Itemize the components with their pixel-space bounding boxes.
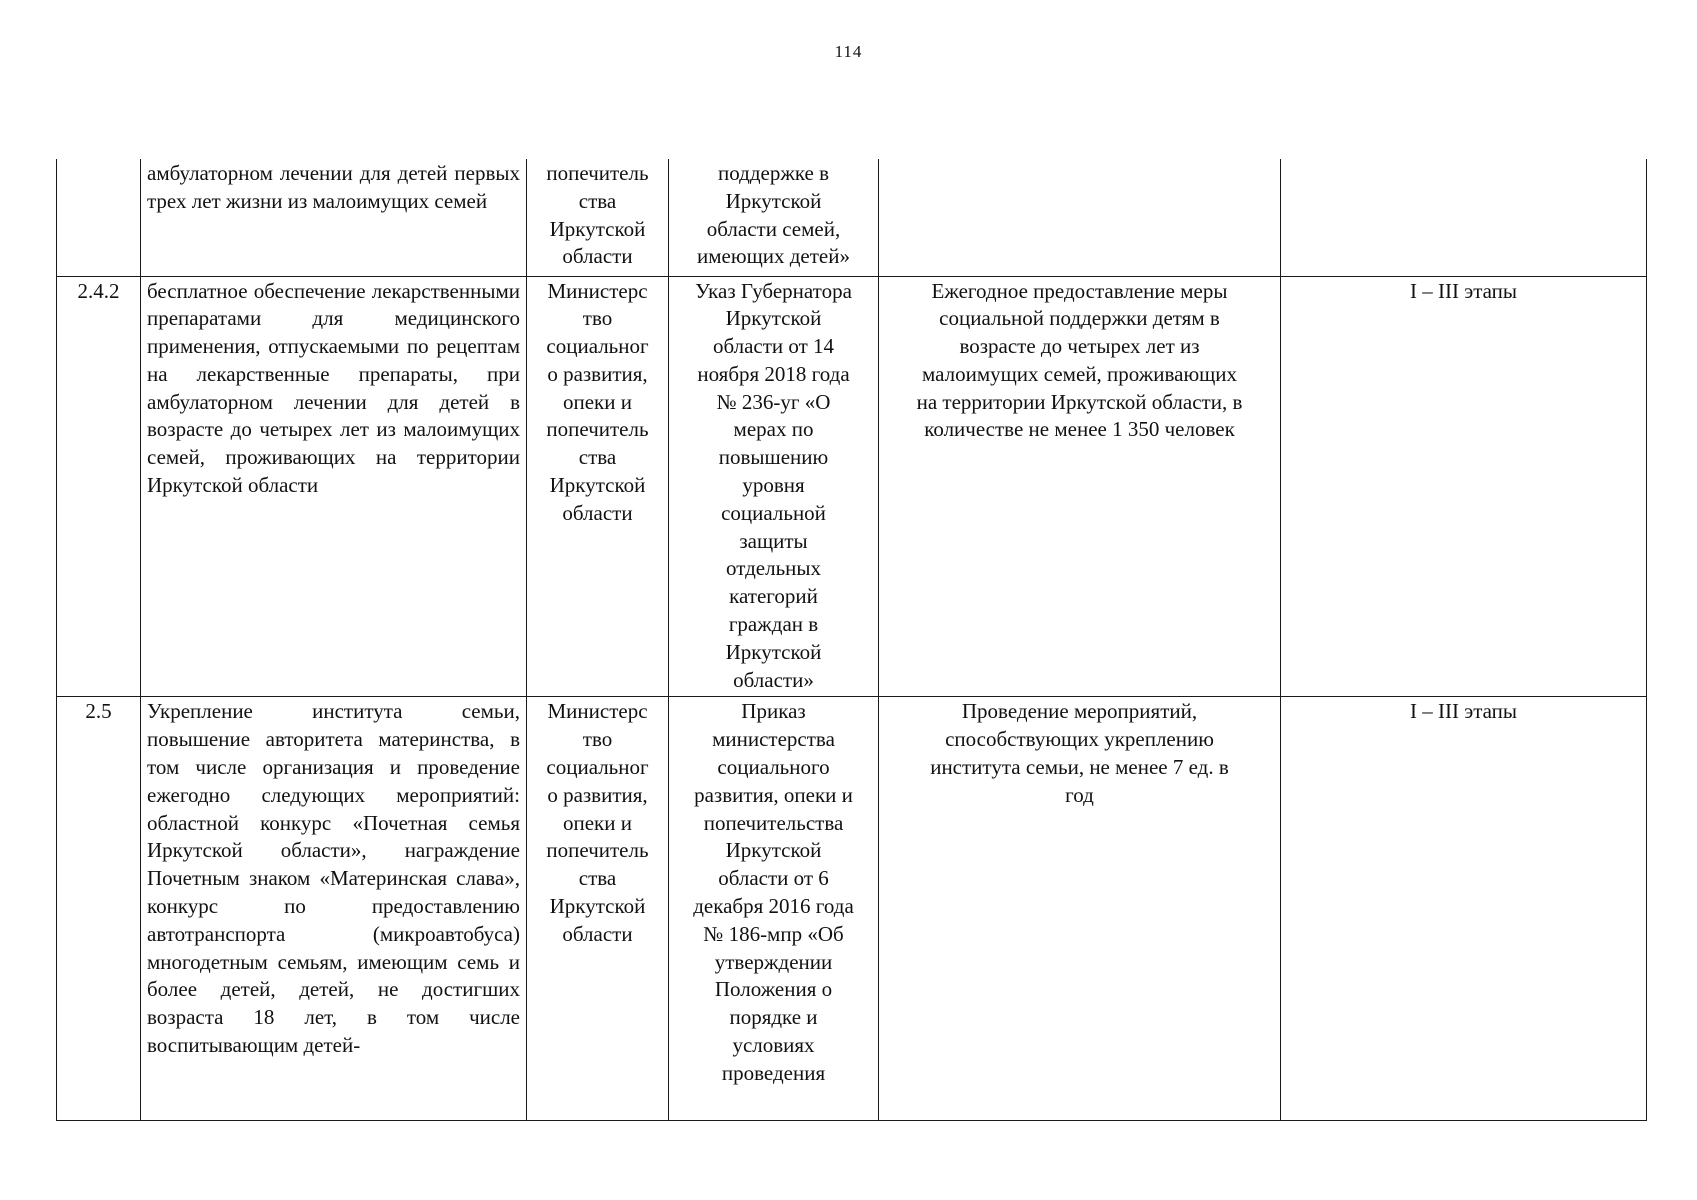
expected-result-cell: Проведение мероприятий, способствующих укреплению института семьи, не менее 7 ед. в год [879,697,1281,1121]
legal-basis-cell: поддержке в Иркутской области семей, имеющих детей» [669,159,879,276]
legal-basis-cell: Приказ министерства социального развития, опеки и попечительства Иркутской области от 6 декабря 2016 года № 186-мпр «Об утверждении Положения о порядке и условиях проведения [669,697,879,1121]
executor-cell: Министерс тво социальног о развития, опеки и попечитель ства Иркутской области [527,697,669,1121]
executor-cell: Министерс тво социальног о развития, опеки и попечитель ства Иркутской области [527,276,669,697]
measure-description-cell: Укрепление института семьи, повышение авторитета материнства, в том числе организация и проведение ежегодно следующих мероприятий: областной конкурс «Почетная семья Иркутской области», награждение Почетным знаком «Материнская слава», конкурс по предоставлению автотранспорта (микроавтобуса) многодетным семьям, имеющим семь и более детей, детей, не достигших возраста 18 лет, в том числе воспитывающим детей- [141,697,527,1121]
table-row [57,697,1647,1121]
table-row [57,276,1647,697]
expected-result-cell: Ежегодное предоставление меры социальной поддержки детям в возрасте до четырех лет из малоимущих семей, проживающих на территории Иркутской области, в количестве не менее 1 350 человек [879,276,1281,697]
legal-basis-cell: Указ Губернатора Иркутской области от 14 ноября 2018 года № 236-уг «О мерах по повышению уровня социальной защиты отдельных категорий граждан в Иркутской области» [669,276,879,697]
measure-description-cell: амбулаторном лечении для детей первых трех лет жизни из малоимущих семей [141,159,527,276]
stage-cell: I – III этапы [1281,276,1647,697]
executor-cell: попечитель ства Иркутской области [527,159,669,276]
row-number-cell [57,159,141,276]
row-number-cell: 2.4.2 [57,276,141,697]
table-row [57,159,1647,276]
page-number: 114 [834,42,863,61]
measures-table [56,159,1647,1121]
stage-cell: I – III этапы [1281,697,1647,1121]
stage-cell [1281,159,1647,276]
row-number-cell: 2.5 [57,697,141,1121]
expected-result-cell [879,159,1281,276]
measure-description-cell: бесплатное обеспечение лекарственными препаратами для медицинского применения, отпускаемыми по рецептам на лекарственные препараты, при амбулаторном лечении для детей в возрасте до четырех лет из малоимущих семей, проживающих на территории Иркутской области [141,276,527,697]
